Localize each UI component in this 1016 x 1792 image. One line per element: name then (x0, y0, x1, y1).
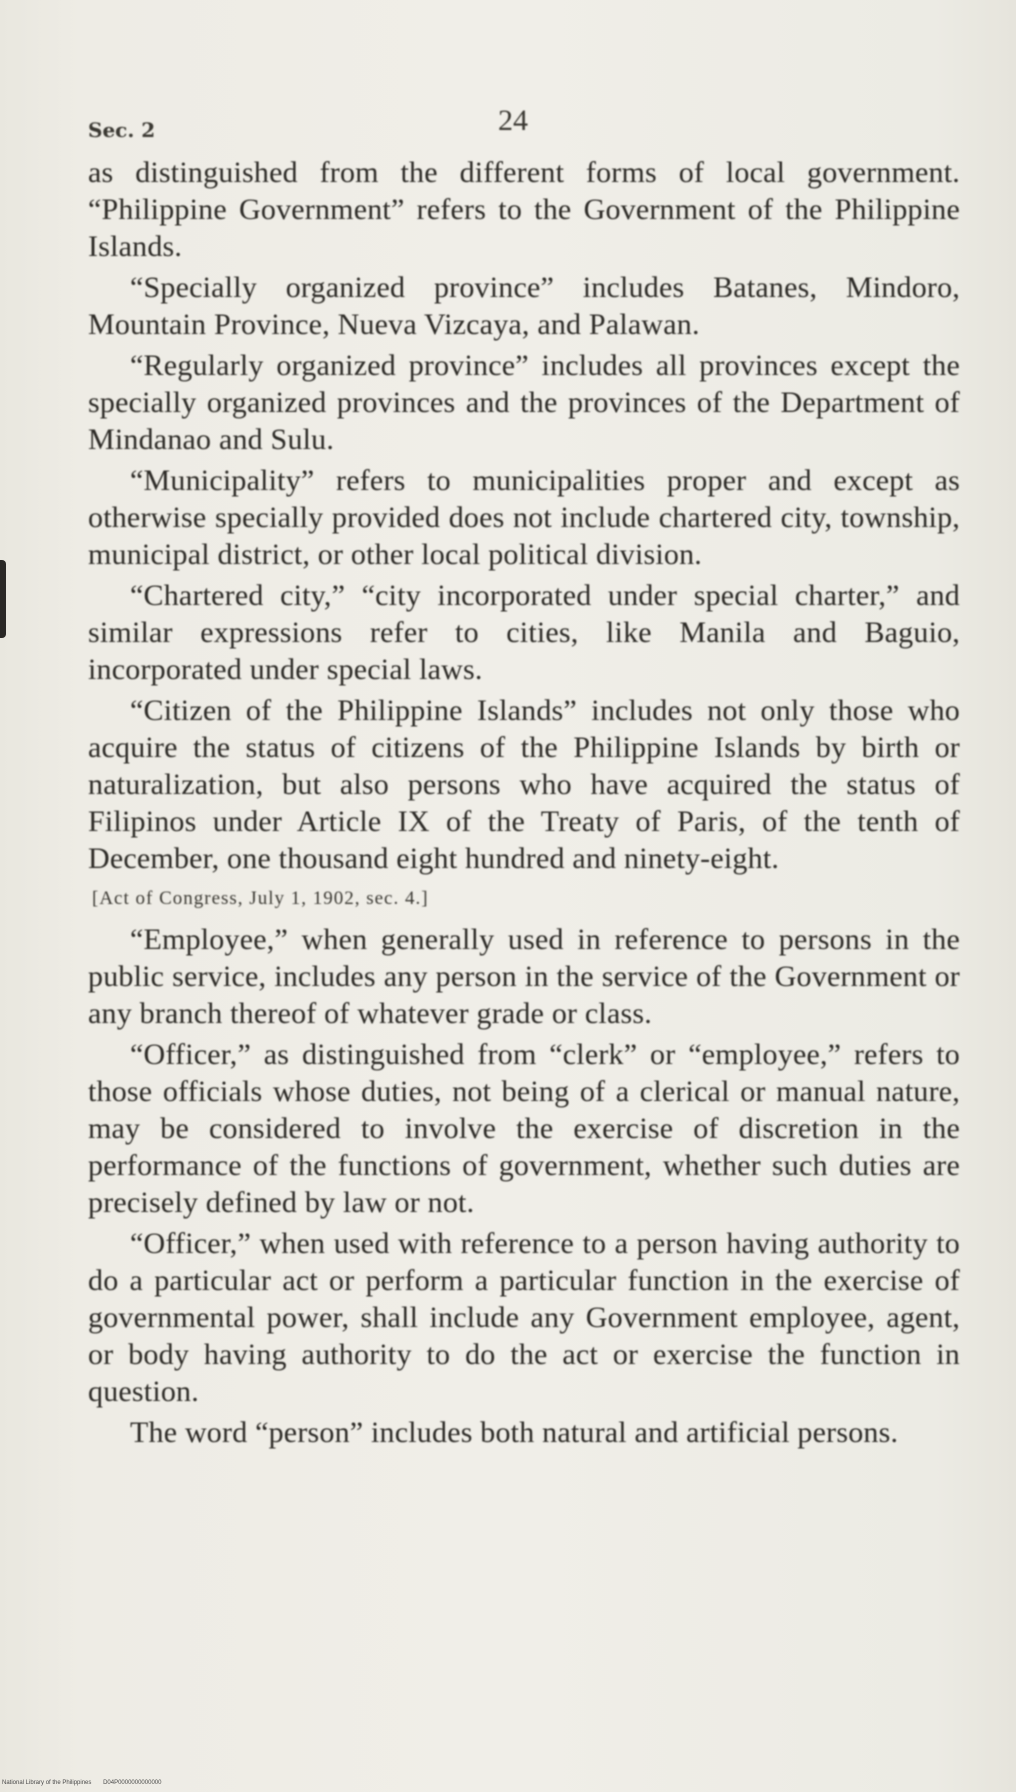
binding-shadow (0, 560, 6, 638)
paragraph: as distinguished from the different forms of local government. “Philippine Government” refers to the Government of the Philippine Islands. (88, 156, 960, 263)
page-text (88, 96, 960, 1455)
paragraph: “Municipality” refers to municipalities proper and except as otherwise specially provided does not include chartered city, township, municipal district, or other local political division. (88, 464, 960, 571)
paragraph: “Employee,” when generally used in reference to persons in the public service, includes any person in the service of the Government or any branch thereof of whatever grade or class. (88, 923, 960, 1030)
paragraph: “Officer,” as distinguished from “clerk” or “employee,” refers to those officials whose duties, not being of a clerical or manual nature, may be considered to involve the exercise of discretion in the performance of the functions of government, whether such duties are precisely defined by law or not. (88, 1038, 960, 1219)
scan-footer (2, 1780, 171, 1786)
footer-code: D04P0000000000000 (103, 1780, 162, 1786)
page-number: 24 (498, 104, 528, 137)
paragraph: “Regularly organized province” includes all provinces except the specially organized provinces and the provinces of the Department of Mindanao and Sulu. (88, 349, 960, 456)
paragraph: “Officer,” when used with reference to a person having authority to do a particular act or perform a particular function in the exercise of governmental power, shall include any Government employee, agent, or body having authority to do the act or exercise the function in question. (88, 1227, 960, 1408)
paragraph: “Chartered city,” “city incorporated under special charter,” and similar expressions refer to cities, like Manila and Baguio, incorporated under special laws. (88, 579, 960, 686)
section-label: Sec. 2 (88, 118, 156, 142)
citation: [Act of Congress, July 1, 1902, sec. 4.] (92, 888, 429, 909)
paragraph: “Citizen of the Philippine Islands” includes not only those who acquire the status of citizens of the Philippine Islands by birth or naturalization, but also persons who have acquired the status of Filipinos under Article IX of the Treaty of Paris, of the tenth of December, one thousand eight hundred and ninety-eight. (88, 694, 960, 875)
paragraph: “Specially organized province” includes Batanes, Mindoro, Mountain Province, Nueva Vizcaya, and Palawan. (88, 271, 960, 341)
footer-library: National Library of the Philippines (2, 1780, 92, 1786)
page-header (88, 96, 960, 154)
paragraph: The word “person” includes both natural and artificial persons. (130, 1416, 899, 1449)
